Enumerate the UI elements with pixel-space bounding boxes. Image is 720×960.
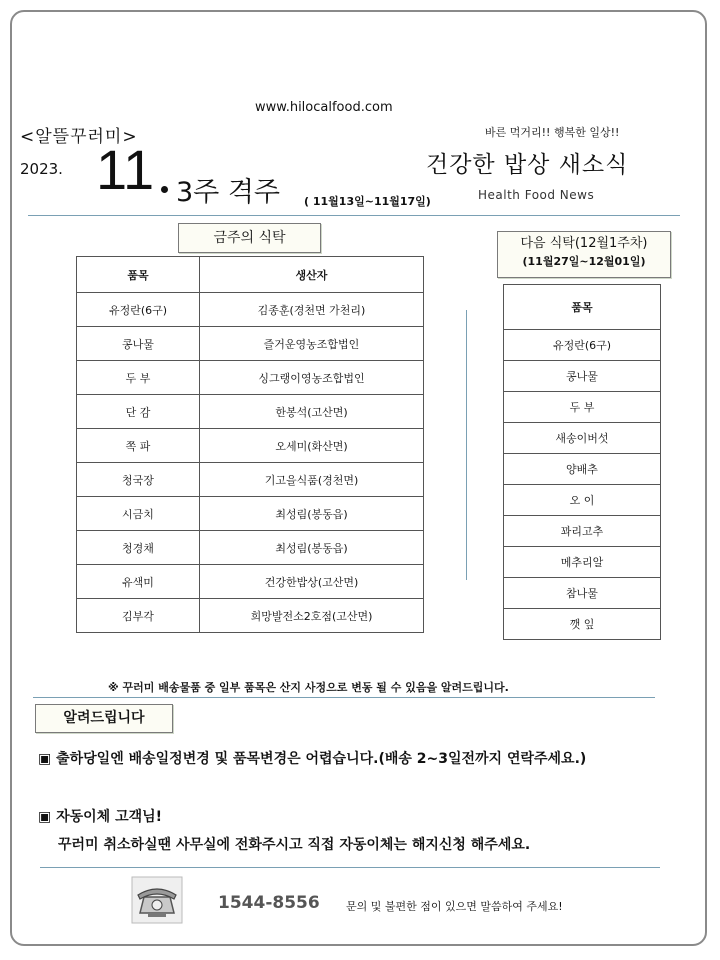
month-dot [161,186,168,193]
table-row [504,609,661,640]
month-number: 11 [96,138,155,201]
table-row [77,327,424,361]
this-week-title: 금주의 식탁 [178,223,321,253]
next-week-range: (11월27일~12월01일) [522,255,646,268]
header-divider [28,215,680,216]
website-url[interactable]: www.hilocalfood.com [255,100,393,115]
slogan: 바른 먹거리!! 행복한 일상!! [485,126,620,139]
item-cell: 김부각 [77,599,200,633]
producer-cell: 기고을식품(경천면) [200,463,424,497]
announcements-title: 알려드립니다 [35,704,173,733]
item-cell: 유색미 [77,565,200,599]
item-cell: 양배추 [504,454,661,485]
phone-number[interactable]: 1544-8556 [218,893,320,913]
table-row [504,361,661,392]
headline: 건강한 밥상 새소식 [426,152,629,178]
subheadline: Health Food News [478,188,595,202]
table-row [77,361,424,395]
table-row [77,531,424,565]
producer-cell: 희망발전소2호점(고산면) [200,599,424,633]
notice-divider [33,697,655,698]
table-row [504,578,661,609]
contact-note: 문의 및 불편한 점이 있으면 말씀하여 주세요! [346,900,563,913]
producer-cell: 오세미(화산면) [200,429,424,463]
this-week-table [76,256,424,633]
announcement-item-1: ▣ 출하당일엔 배송일정변경 및 품목변경은 어렵습니다.(배송 2~3일전까지 연락주세요.) [38,751,587,767]
item-cell: 콩나물 [77,327,200,361]
item-cell: 콩나물 [504,361,661,392]
item-cell: 메추리알 [504,547,661,578]
next-week-title [497,231,671,278]
brand-name: <알뜰꾸러미> [20,127,138,147]
item-cell: 참나물 [504,578,661,609]
table-row [77,429,424,463]
producer-cell: 김종훈(경천면 가천리) [200,293,424,327]
notice-text: ※ 꾸러미 배송물품 중 일부 품목은 산지 사정으로 변동 될 수 있음을 알려드립니다. [108,681,509,694]
announcement-item-2: ▣ 자동이체 고객님! [38,809,163,825]
table-row [77,395,424,429]
table-row [504,330,661,361]
week-label: 3주 격주 [176,177,281,208]
producer-cell: 최성림(봉동읍) [200,497,424,531]
item-cell: 시금치 [77,497,200,531]
item-cell: 두 부 [504,392,661,423]
table-row [504,454,661,485]
next-week-table [503,284,661,640]
table-row [77,293,424,327]
year-label: 2023. [20,160,63,178]
producer-cell: 한봉석(고산면) [200,395,424,429]
item-cell: 청국장 [77,463,200,497]
table-row [77,497,424,531]
table-row [504,516,661,547]
table-header-row [504,285,661,330]
table-row [504,547,661,578]
column-divider [466,310,467,580]
producer-cell: 최성림(봉동읍) [200,531,424,565]
col-item-header: 품목 [504,285,661,330]
phone-icon [130,875,184,925]
col-producer-header: 생산자 [200,257,424,293]
item-cell: 오 이 [504,485,661,516]
date-range: ( 11월13일~11월17일) [304,195,431,208]
table-row [504,392,661,423]
item-cell: 청경채 [77,531,200,565]
item-cell: 꽈리고추 [504,516,661,547]
item-cell: 두 부 [77,361,200,395]
item-cell: 새송이버섯 [504,423,661,454]
table-row [504,423,661,454]
table-row [504,485,661,516]
next-week-heading: 다음 식탁(12월1주차) [520,236,648,251]
producer-cell: 싱그랭이영농조합법인 [200,361,424,395]
producer-cell: 즐거운영농조합법인 [200,327,424,361]
item-cell: 유정란(6구) [77,293,200,327]
table-header-row [77,257,424,293]
item-cell: 단 감 [77,395,200,429]
col-item-header: 품목 [77,257,200,293]
announcement-item-2-detail: 꾸러미 취소하실땐 사무실에 전화주시고 직접 자동이체는 해지신청 해주세요. [58,837,531,853]
producer-cell: 건강한밥상(고산면) [200,565,424,599]
item-cell: 쪽 파 [77,429,200,463]
item-cell: 유정란(6구) [504,330,661,361]
table-row [77,463,424,497]
table-row [77,565,424,599]
table-row [77,599,424,633]
item-cell: 깻 잎 [504,609,661,640]
footer-divider [40,867,660,868]
